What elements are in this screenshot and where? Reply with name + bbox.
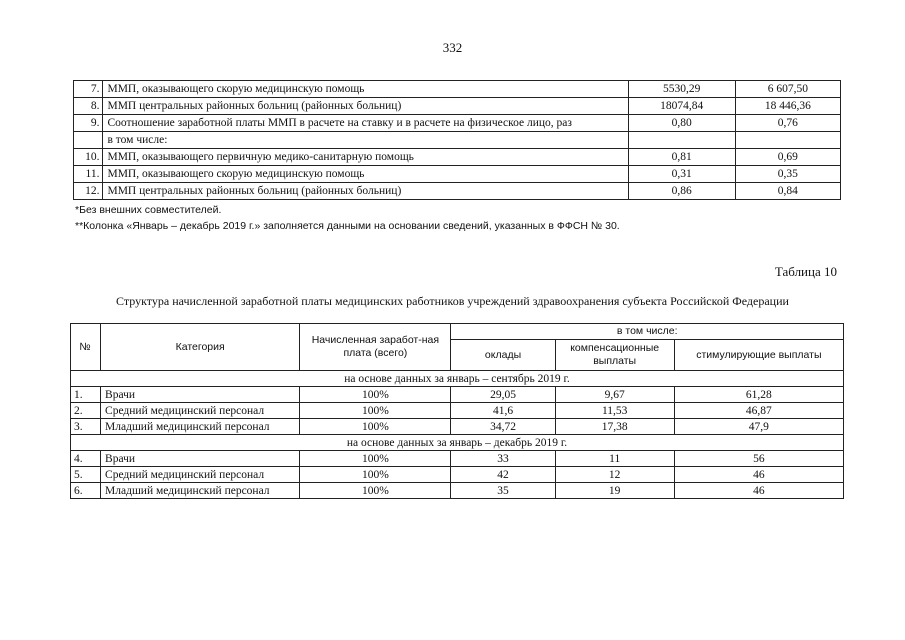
table-row [71,419,844,435]
salary-structure-table [70,323,844,499]
section-title: на основе данных за январь – декабрь 2019 г. [71,435,844,451]
table-row [71,403,844,419]
row-compensation: 12 [555,467,674,483]
row-number: 3. [71,419,101,435]
table-caption: Структура начисленной заработной платы медицинских работников учреждений здравоохранения субъекта Российской Федерации [116,294,789,308]
row-total: 100% [300,403,451,419]
row-number: 5. [71,467,101,483]
row-value-1: 0,80 [628,115,735,132]
row-value-1: 0,86 [628,183,735,200]
salary-table-continued [73,80,841,200]
row-number: 6. [71,483,101,499]
row-value-2 [735,132,840,149]
row-value-1 [628,132,735,149]
row-value-2: 0,69 [735,149,840,166]
table-row [74,132,841,149]
row-compensation: 11 [555,451,674,467]
table-number-label: Таблица 10 [774,264,837,279]
header-row [71,324,844,340]
row-number: 10. [74,149,103,166]
row-number: 2. [71,403,101,419]
table-body [71,371,844,499]
row-category: Средний медицинский персонал [101,403,300,419]
salary-table-body [74,81,841,200]
table-row [74,98,841,115]
row-salaries: 34,72 [451,419,555,435]
header-incentive: стимулирующие выплаты [674,340,843,371]
row-total: 100% [300,451,451,467]
table-row [71,387,844,403]
row-description: ММП, оказывающего скорую медицинскую помощь [103,81,628,98]
row-compensation: 17,38 [555,419,674,435]
row-incentive: 46,87 [674,403,843,419]
row-value-2: 0,76 [735,115,840,132]
row-salaries: 42 [451,467,555,483]
row-salaries: 33 [451,451,555,467]
header-compensation: компенсационные выплаты [555,340,674,371]
row-category: Средний медицинский персонал [101,467,300,483]
row-salaries: 41,6 [451,403,555,419]
row-value-2: 0,35 [735,166,840,183]
table-row [74,115,841,132]
row-number: 9. [74,115,103,132]
header-salaries: оклады [451,340,555,371]
row-compensation: 9,67 [555,387,674,403]
row-total: 100% [300,419,451,435]
row-compensation: 19 [555,483,674,499]
row-value-1: 0,81 [628,149,735,166]
row-number: 7. [74,81,103,98]
row-incentive: 46 [674,467,843,483]
footnote-column-source: **Колонка «Январь – декабрь 2019 г.» заполняется данными на основании сведений, указанных в ФФСН № 30. [75,220,620,232]
table-row [71,483,844,499]
row-number: 8. [74,98,103,115]
header-number: № [71,324,101,371]
table-row [74,166,841,183]
table-row [74,183,841,200]
row-number: 1. [71,387,101,403]
footnote-external-staff: *Без внешних совместителей. [75,204,222,216]
row-compensation: 11,53 [555,403,674,419]
table-row [71,467,844,483]
row-incentive: 61,28 [674,387,843,403]
row-value-1: 0,31 [628,166,735,183]
row-salaries: 29,05 [451,387,555,403]
row-incentive: 46 [674,483,843,499]
section-title: на основе данных за январь – сентябрь 2019 г. [71,371,844,387]
row-incentive: 47,9 [674,419,843,435]
row-description: ММП, оказывающего первичную медико-санитарную помощь [103,149,628,166]
row-value-2: 0,84 [735,183,840,200]
header-including: в том числе: [451,324,844,340]
page-number: 332 [442,40,463,55]
section-row [71,435,844,451]
row-number: 4. [71,451,101,467]
header-total: Начисленная заработ-ная плата (всего) [300,324,451,371]
row-value-2: 18 446,36 [735,98,840,115]
row-description: ММП центральных районных больниц (районных больниц) [103,98,628,115]
row-number: 12. [74,183,103,200]
row-description: ММП, оказывающего скорую медицинскую помощь [103,166,628,183]
table-row [71,451,844,467]
row-number [74,132,103,149]
row-description: ММП центральных районных больниц (районных больниц) [103,183,628,200]
row-total: 100% [300,467,451,483]
table-row [74,149,841,166]
row-total: 100% [300,387,451,403]
row-category: Младший медицинский персонал [101,483,300,499]
table-header [71,324,844,371]
row-total: 100% [300,483,451,499]
row-category: Врачи [101,387,300,403]
row-description: в том числе: [103,132,628,149]
row-number: 11. [74,166,103,183]
table-row [74,81,841,98]
section-row [71,371,844,387]
row-value-1: 18074,84 [628,98,735,115]
row-value-1: 5530,29 [628,81,735,98]
row-salaries: 35 [451,483,555,499]
row-description: Соотношение заработной платы ММП в расчете на ставку и в расчете на физическое лицо, раз [103,115,628,132]
row-category: Врачи [101,451,300,467]
row-value-2: 6 607,50 [735,81,840,98]
row-incentive: 56 [674,451,843,467]
header-category: Категория [101,324,300,371]
row-category: Младший медицинский персонал [101,419,300,435]
